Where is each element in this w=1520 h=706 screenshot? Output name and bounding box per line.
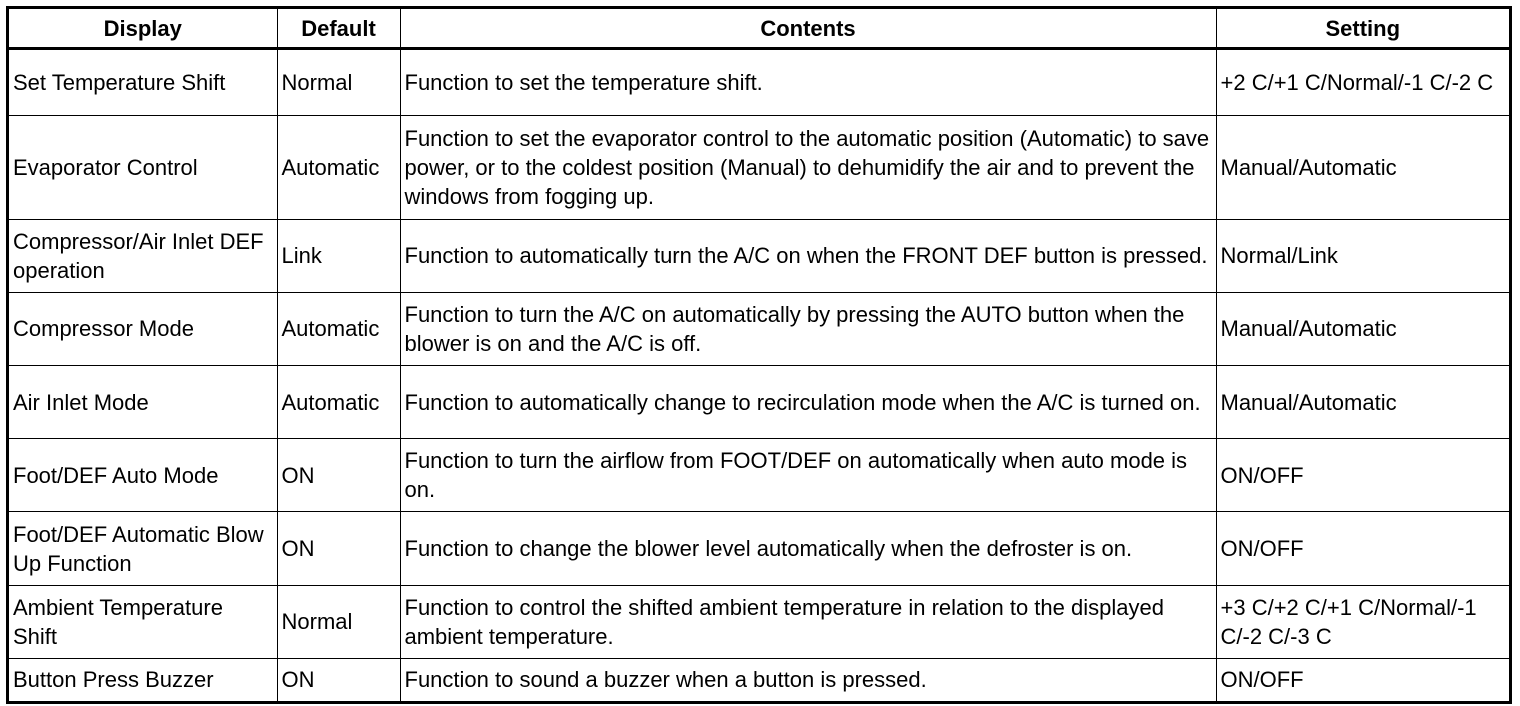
cell-contents: Function to set the evaporator control to the automatic position (Automatic) to save power, or to the coldest position (Manual) to dehumidify the air and to prevent the windows from fogging up. <box>400 116 1216 220</box>
cell-contents: Function to turn the A/C on automatically by pressing the AUTO button when the blower is on and the A/C is off. <box>400 292 1216 365</box>
cell-setting: +2 C/+1 C/Normal/-1 C/-2 C <box>1216 49 1509 116</box>
cell-default: Automatic <box>277 116 400 220</box>
cell-display: Foot/DEF Automatic Blow Up Function <box>9 512 277 585</box>
cell-display: Set Temperature Shift <box>9 49 277 116</box>
cell-default: ON <box>277 658 400 701</box>
cell-display: Button Press Buzzer <box>9 658 277 701</box>
cell-contents: Function to control the shifted ambient temperature in relation to the displayed ambient temperature. <box>400 585 1216 658</box>
cell-setting: Manual/Automatic <box>1216 116 1509 220</box>
cell-setting: ON/OFF <box>1216 512 1509 585</box>
table-row <box>9 292 1509 365</box>
cell-display: Evaporator Control <box>9 116 277 220</box>
table-row <box>9 116 1509 220</box>
cell-setting: Manual/Automatic <box>1216 366 1509 439</box>
cell-display: Compressor/Air Inlet DEF operation <box>9 219 277 292</box>
cell-default: Automatic <box>277 292 400 365</box>
cell-setting: Normal/Link <box>1216 219 1509 292</box>
cell-contents: Function to turn the airflow from FOOT/DEF on automatically when auto mode is on. <box>400 439 1216 512</box>
cell-default: Automatic <box>277 366 400 439</box>
table-row <box>9 658 1509 701</box>
header-default: Default <box>277 9 400 49</box>
table-row <box>9 439 1509 512</box>
cell-setting: +3 C/+2 C/+1 C/Normal/-1 C/-2 C/-3 C <box>1216 585 1509 658</box>
header-setting: Setting <box>1216 9 1509 49</box>
table-row <box>9 512 1509 585</box>
table-row <box>9 219 1509 292</box>
cell-display: Air Inlet Mode <box>9 366 277 439</box>
cell-contents: Function to sound a buzzer when a button is pressed. <box>400 658 1216 701</box>
cell-display: Ambient Temperature Shift <box>9 585 277 658</box>
cell-setting: Manual/Automatic <box>1216 292 1509 365</box>
table-row <box>9 366 1509 439</box>
header-display: Display <box>9 9 277 49</box>
cell-setting: ON/OFF <box>1216 439 1509 512</box>
cell-contents: Function to change the blower level automatically when the defroster is on. <box>400 512 1216 585</box>
header-row <box>9 9 1509 49</box>
settings-table <box>9 9 1509 701</box>
cell-default: ON <box>277 439 400 512</box>
table-row <box>9 585 1509 658</box>
cell-contents: Function to set the temperature shift. <box>400 49 1216 116</box>
cell-default: Normal <box>277 49 400 116</box>
cell-contents: Function to automatically change to recirculation mode when the A/C is turned on. <box>400 366 1216 439</box>
cell-setting: ON/OFF <box>1216 658 1509 701</box>
table-row <box>9 49 1509 116</box>
cell-default: ON <box>277 512 400 585</box>
cell-display: Foot/DEF Auto Mode <box>9 439 277 512</box>
header-contents: Contents <box>400 9 1216 49</box>
cell-contents: Function to automatically turn the A/C on when the FRONT DEF button is pressed. <box>400 219 1216 292</box>
settings-table-frame <box>6 6 1512 704</box>
cell-display: Compressor Mode <box>9 292 277 365</box>
cell-default: Normal <box>277 585 400 658</box>
cell-default: Link <box>277 219 400 292</box>
